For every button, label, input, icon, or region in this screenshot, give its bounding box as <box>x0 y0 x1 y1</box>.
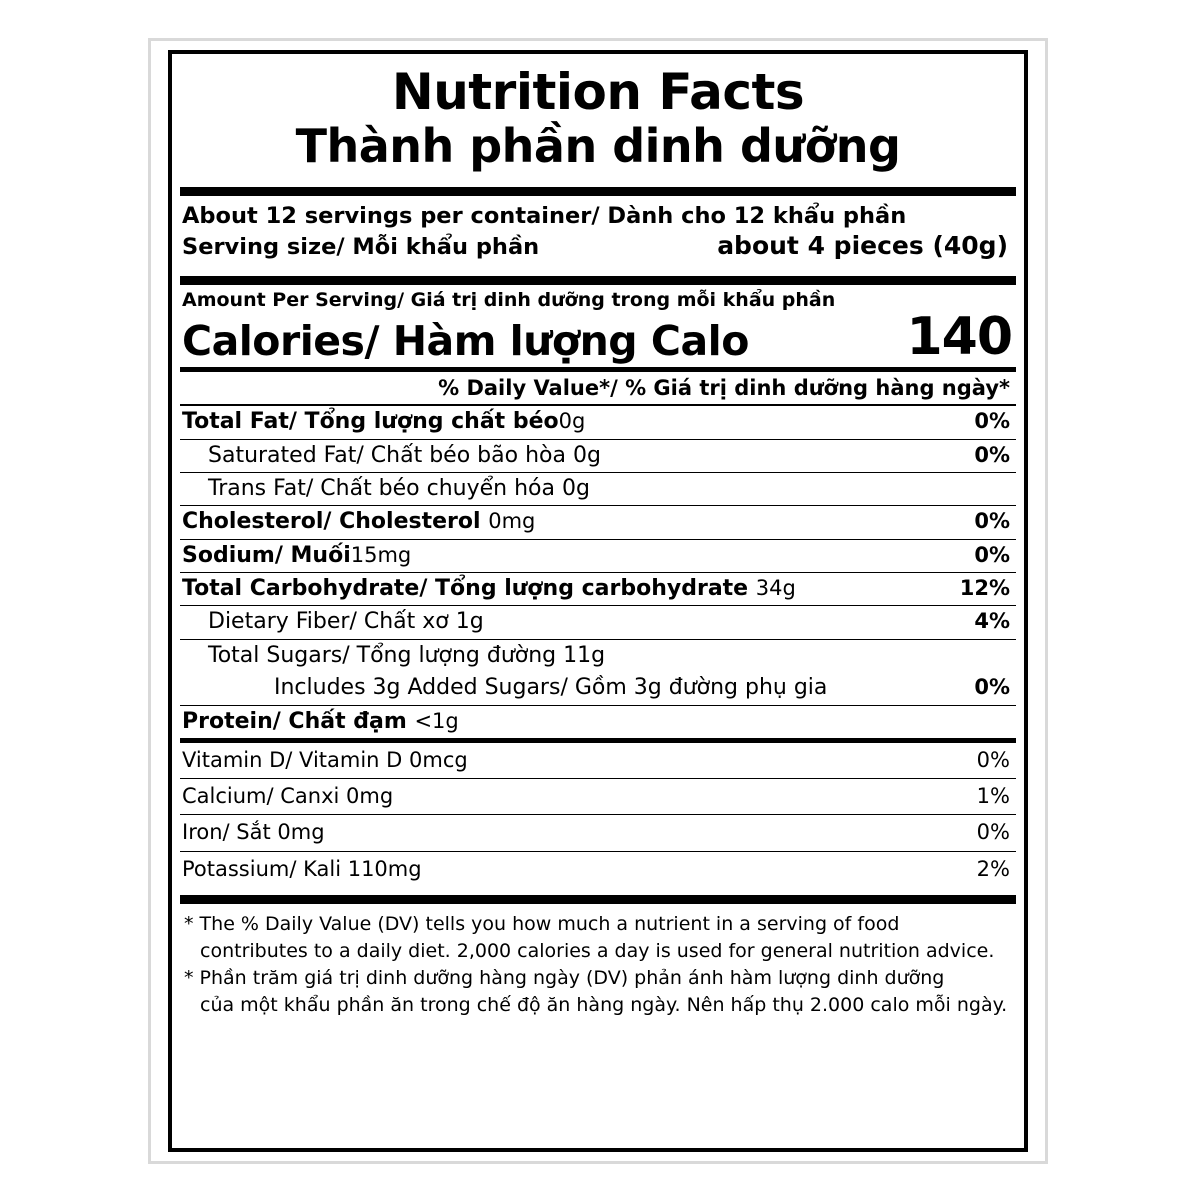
vitamin-name: Vitamin D/ Vitamin D 0mcg <box>182 748 468 773</box>
vitamin-dv: 0% <box>976 748 1010 773</box>
table-row <box>180 779 1016 814</box>
nutrient-name: Total Fat/ Tổng lượng chất béo0g <box>182 409 586 435</box>
footnote-block <box>180 904 1016 1024</box>
footnote-vi-line1: * Phần trăm giá trị dinh dưỡng hàng ngày (DV) phản ánh hàm lượng dinh dưỡng <box>184 966 945 989</box>
nutrient-name: Protein/ Chất đạm <1g <box>182 708 459 734</box>
servings-block <box>180 196 1016 269</box>
nutrient-dv: 0% <box>974 675 1010 700</box>
nutrient-dv: 0% <box>974 442 1010 467</box>
table-row <box>180 743 1016 778</box>
serving-size-row <box>182 230 1014 263</box>
nutrient-amount: 0g <box>558 409 586 434</box>
nutrient-name: Includes 3g Added Sugars/ Gồm 3g đường phụ gia <box>274 675 828 701</box>
nutrient-amount: <1g <box>414 708 459 733</box>
nutrient-dv: 12% <box>959 576 1010 601</box>
nutrition-facts-panel <box>168 50 1028 1152</box>
table-row <box>180 573 1016 605</box>
footnote-en-line2: contributes to a daily diet. 2,000 calories a day is used for general nutrition advice. <box>200 939 995 962</box>
table-row <box>180 672 1016 704</box>
nutrient-name: Trans Fat/ Chất béo chuyển hóa 0g <box>208 475 590 501</box>
calories-row <box>180 307 1016 368</box>
nutrient-dv: 4% <box>974 609 1010 634</box>
nutrient-name: Saturated Fat/ Chất béo bão hòa 0g <box>208 442 601 468</box>
vitamin-dv: 1% <box>976 784 1010 809</box>
table-row <box>180 540 1016 572</box>
vitamin-dv: 2% <box>976 856 1010 881</box>
nutrient-dv: 0% <box>974 509 1010 534</box>
footnote-en-line1: * The % Daily Value (DV) tells you how much a nutrient in a serving of food <box>184 912 900 935</box>
table-row <box>180 706 1016 738</box>
divider-thick-servings <box>180 276 1016 285</box>
nutrient-name: Total Sugars/ Tổng lượng đường 11g <box>208 642 606 668</box>
table-row <box>180 852 1016 887</box>
vitamin-name: Iron/ Sắt 0mg <box>182 820 325 845</box>
daily-value-header: % Daily Value*/ % Giá trị dinh dưỡng hàng ngày* <box>438 376 1010 401</box>
nutrient-dv: 0% <box>974 409 1010 434</box>
nutrient-amount: 15mg <box>350 542 412 567</box>
amount-per-serving-label: Amount Per Serving/ Giá trị dinh dưỡng trong mỗi khẩu phần <box>182 289 836 312</box>
table-row <box>180 815 1016 850</box>
title-block <box>180 54 1016 179</box>
footnote-vi-line2: của một khẩu phần ăn trong chế độ ăn hàng ngày. Nên hấp thụ 2.000 calo mỗi ngày. <box>200 994 1008 1017</box>
table-row <box>180 440 1016 472</box>
nutrient-amount: 1g <box>455 609 484 635</box>
serving-size-label: Serving size/ Mỗi khẩu phần <box>182 233 540 260</box>
vitamin-name: Calcium/ Canxi 0mg <box>182 784 394 809</box>
nutrient-dv: 0% <box>974 542 1010 567</box>
calories-value: 140 <box>906 307 1012 368</box>
table-row <box>180 406 1016 438</box>
nutrient-amount: 0mg <box>488 509 536 534</box>
table-row <box>180 473 1016 505</box>
page-title: Nutrition Facts <box>391 63 805 121</box>
servings-per-container: About 12 servings per container/ Dành cho 12 khẩu phần <box>182 202 907 229</box>
page-title-vietnamese: Thành phần dinh dưỡng <box>295 119 901 173</box>
calories-label: Calories/ Hàm lượng Calo <box>182 317 749 366</box>
vitamin-name: Potassium/ Kali 110mg <box>182 856 422 881</box>
table-row <box>180 640 1016 672</box>
serving-size-value: about 4 pieces (40g) <box>717 230 1008 260</box>
nutrient-name: Sodium/ Muối15mg <box>182 542 412 568</box>
vitamin-dv: 0% <box>976 820 1010 845</box>
nutrient-name: Dietary Fiber/ Chất xơ 1g <box>208 609 484 635</box>
nutrient-amount: 34g <box>755 576 796 601</box>
table-row <box>180 506 1016 538</box>
nutrient-name: Total Carbohydrate/ Tổng lượng carbohydrate 34g <box>182 576 796 602</box>
divider-thick-footnote <box>180 895 1016 904</box>
nutrient-name: Cholesterol/ Cholesterol 0mg <box>182 509 536 535</box>
divider-thick-top <box>180 187 1016 196</box>
table-row <box>180 606 1016 638</box>
